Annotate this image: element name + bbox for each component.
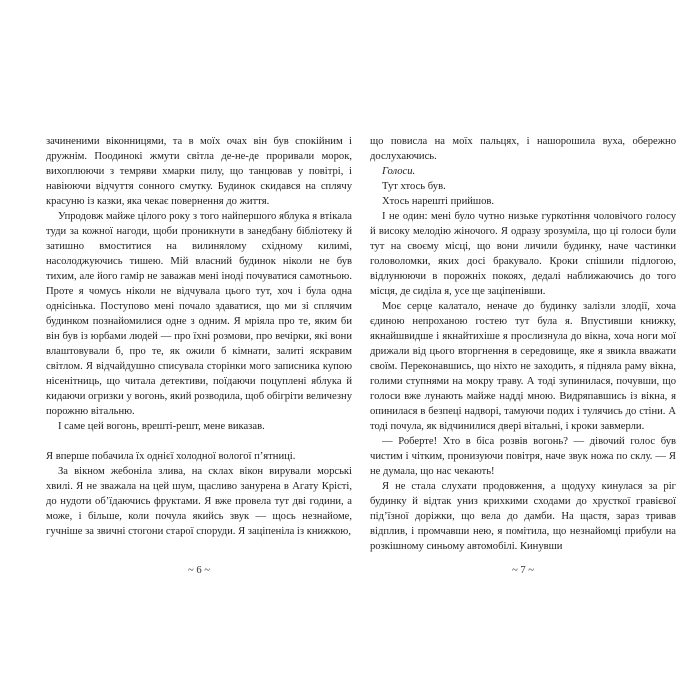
page-number-right: ~ 7 ~ [511, 565, 535, 576]
paragraph: Хтось нарешті прийшов. [382, 196, 495, 207]
paragraph: зачиненими віконницями, та в моїх очах він був спокійним і дружнім. Поодинокі жмути світла де-не-де проривали морок, вихоплюючи з темряви хмарки пилу, що танцював у повітрі, і навіюючи відчуття сонного смутку. Будинок скидався на сплячу красуню із казки, яка чекає повернення до життя. [46, 136, 352, 207]
right-page-text [370, 134, 676, 554]
paragraph: Упродовж майже цілого року з того найпершого яблука я втікала туди за кожної нагоди, щоби проникнути в занедбану бібліотеку й затишно вмоститися на вилинялому східному килимі, насолоджуючись тишею. Мій власний будинок ніколи не був тихим, але його гамір не заважав мені іноді почуватися самотньою. Проте я чомусь ніколи не відчувала цього тут, хоч і була одна однісінька. Поступово мені почало здаватися, що ми зі сплячим будинком познайомилися одне з одним. Я мріяла про те, яким би він був із юрбами людей — про їхні розмови, про вечірки, які вони влаштовували б, про те, як ожили б кімнати, залиті яскравим світлом. Я відчайдушно списувала сторінки мого записника купою нісенітниць, що читала детективи, поїдаючи поцуплені яблука й кидаючи огризки у вогонь, який розводила, щоб обігріти величезну порожню вітальню. [46, 211, 352, 417]
paragraph: Я вперше побачила їх однієї холодної вологої п’ятниці. [46, 451, 296, 462]
page-number-left: ~ 6 ~ [187, 565, 211, 576]
paragraph: Я не стала слухати продовження, а щодуху кинулася за ріг будинку й відтак униз крихкими сходами до хрусткої гравієвої під’їзної доріжки, що вела до дамби. На щастя, зараз тривав відплив, і промчавши нею, я помітила, що незнайомці прибули на розкішному синьому автомобілі. Кинувши [370, 481, 676, 552]
paragraph: — Роберте! Хто в біса розвів вогонь? — дівочий голос був чистим і чітким, пронизуючи повітря, наче звук ножа по склу. — Я не думала, що нас чекають! [370, 436, 676, 477]
paragraph: що повисла на моїх пальцях, і нашорошила вуха, обережно дослухаючись. [370, 136, 676, 162]
left-page-text [46, 134, 352, 539]
paragraph: І саме цей вогонь, врешті-решт, мене виказав. [58, 421, 265, 432]
paragraph: Моє серце калатало, неначе до будинку залізли злодії, хоча єдиною непроханою гостею тут була я. Впустивши книжку, якнайшвидше і якнайтихіше я прослизнула до вікна, хоча ноги мої дрижали від цього вторгнення в середовище, яке я звикла вважати своїм. Переконавшись, що ніхто не заходить, я підняла раму вікна, голими ступнями на мокру траву. А тоді зупинилася, почувши, що голоси вже лунають майже надді мною. Видряпавшись із вікна, я опинилася в безпеці надворі, тамуючи подих і тулячись до стіни. А тоді почула, як відчинилися двері вітальні, і кроки завмерли. [370, 301, 676, 432]
paragraph: Голоси. [382, 166, 416, 177]
paragraph: І не один: мені було чутно низьке гуркотіння чоловічого голосу й високу мелодію жіночого. Я одразу зрозуміла, що ці голоси були тут на своєму місці, що вони личили будинку, наче частинки головоломки, яких досі бракувало. Кроки спішили підлогою, відлунюючи в порожніх покоях, дедалі наближаючись до того місця, де сиділа я, усе ще заціпенівши. [370, 211, 676, 297]
paragraph: Тут хтось був. [382, 181, 446, 192]
paragraph: За вікном жебоніла злива, на склах вікон вирували морські хвилі. Я не зважала на цей шум, щасливо занурена в Агату Крісті, до нудоти об’їдаючись фруктами. Я вже провела тут дві години, а може, і більше, коли почула якийсь звук — щось незнайоме, гучніше за звичні стогони старої споруди. Я заціпеніла із книжкою, [46, 466, 352, 537]
